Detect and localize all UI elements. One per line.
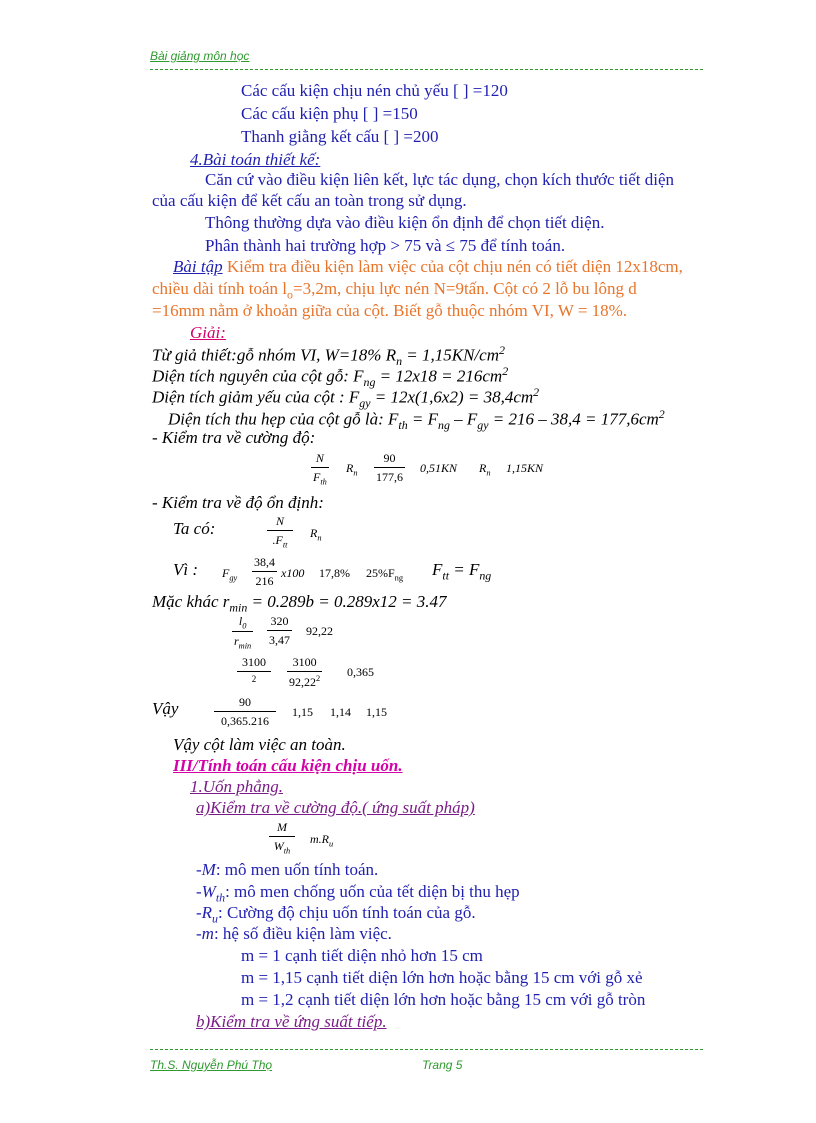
eq7-frac: M $W_{th}$ bbox=[269, 820, 295, 855]
m-case-3: m = 1,2 cạnh tiết diện lớn hơn hoặc bằng 15 cm với gỗ tròn bbox=[241, 990, 646, 1009]
limit-main: Các cấu kiện chịu nén chủ yếu [ ] =120 bbox=[241, 81, 508, 100]
eq5-frac2: 3100 92,22$^2$ bbox=[289, 655, 321, 689]
bending-heading: III/Tính toán cấu kiện chịu uốn. bbox=[173, 756, 403, 775]
eq6-value2: 1,14 bbox=[330, 705, 351, 719]
exercise-line2: chiều dài tính toán $l_o=3,2m$, chịu lực nén N=9tấn. Cột có 2 lỗ bu lông d bbox=[152, 279, 637, 302]
net-area-line: Diện tích thu hẹp của cột gỗ là: $F_{th} = F_{ng} - F_{gy} = 216 - 38,4 = 177,6cm^2$ bbox=[168, 407, 665, 433]
taco-label: Ta có: bbox=[173, 519, 216, 538]
exercise-label: Bài tập bbox=[173, 257, 223, 276]
design-p1a: Căn cứ vào điều kiện liên kết, lực tác dụng, chọn kích thước tiết diện bbox=[205, 170, 675, 189]
eq6-value1: 1,15 bbox=[292, 705, 313, 719]
eq2-rn: $R_n$ bbox=[310, 526, 322, 543]
def-Wth: $-W_{th}$: mô men chống uốn của tết diện bị thu hẹp bbox=[196, 882, 520, 905]
design-p1b: của cấu kiện để kết cấu an toàn trong sử dụng. bbox=[152, 191, 467, 210]
bending-sub1b: b)Kiểm tra về ứng suất tiếp. bbox=[196, 1012, 387, 1031]
eq5-value: 0,365 bbox=[347, 665, 374, 679]
rmin-line: Mặc khác $r_{min} = 0.289b = 0.289x12 = 3.47$ bbox=[152, 592, 447, 615]
eq5-frac1: 3100 2 bbox=[237, 655, 271, 684]
eq1-value: 0,51KN bbox=[420, 461, 458, 475]
eq4-value: 92,22 bbox=[306, 624, 333, 638]
exercise-line1: Bài tập Kiểm tra điều kiện làm việc của cột chịu nén có tiết diện 12x18cm, bbox=[173, 257, 683, 276]
eq7-rhs: $m.R_u$ bbox=[310, 832, 334, 849]
design-p2: Thông thường dựa vào điều kiện ổn định để chọn tiết diện. bbox=[205, 213, 605, 232]
eq4-frac2: 320 3,47 bbox=[269, 614, 290, 647]
eq1-rn: $R_n$ bbox=[346, 461, 358, 478]
def-M: -M: mô men uốn tính toán. bbox=[196, 860, 379, 879]
eq3-limit: $25\%F_{ng}$ bbox=[366, 566, 404, 583]
solution-heading: Giải: bbox=[190, 323, 226, 342]
footer-page: Trang 5 bbox=[422, 1058, 463, 1072]
footer-author: Th.S. Nguyễn Phú Thọ bbox=[150, 1058, 273, 1072]
vay-label: Vậy bbox=[152, 699, 179, 718]
eq3-fgy: $F_{gy}$ bbox=[222, 566, 238, 583]
eq2-frac: N $.F_{tt}$ bbox=[267, 514, 293, 549]
eq6-value3: 1,15 bbox=[366, 705, 387, 719]
eq3-value: 17,8% bbox=[319, 566, 350, 580]
reduced-area-line: Diện tích giảm yếu của cột : $F_{gy} = 12x(1,6x2) = 38,4cm^2$ bbox=[152, 385, 540, 411]
footer-rule bbox=[150, 1049, 703, 1050]
header-title: Bài giảng môn học bbox=[150, 49, 250, 63]
eq1-frac1: N $F_{th}$ bbox=[313, 451, 327, 487]
design-heading: 4.Bài toán thiết kế: bbox=[190, 150, 321, 169]
strength-check-heading: - Kiểm tra về cường độ: bbox=[152, 428, 316, 447]
m-case-2: m = 1,15 cạnh tiết diện lớn hơn hoặc bằng 15 cm với gỗ xẻ bbox=[241, 968, 643, 987]
exercise-line3: =16mm nằm ở khoản giữa của cột. Biết gỗ thuộc nhóm VI, W = 18%. bbox=[152, 301, 628, 320]
eq3-frac: 38,4 216 bbox=[254, 555, 275, 588]
def-Ru: $-R_u$: Cường độ chịu uốn tính toán của gỗ. bbox=[196, 903, 476, 926]
eq1-limit: 1,15KN bbox=[506, 461, 544, 475]
eq1-frac2: 90 177,6 bbox=[376, 451, 403, 484]
limit-secondary: Các cấu kiện phụ [ ] =150 bbox=[241, 104, 418, 123]
header-rule bbox=[150, 69, 703, 70]
vi-label: Vì : bbox=[173, 560, 199, 579]
eq1-rn2: $R_n$ bbox=[479, 461, 491, 478]
bending-sub1: 1.Uốn phẳng. bbox=[190, 777, 284, 796]
ftt-eq: $F_{tt} = F_{ng}$ bbox=[432, 560, 492, 583]
gross-area-line: Diện tích nguyên của cột gỗ: $F_{ng} = 12x18 = 216cm^2$ bbox=[152, 364, 509, 390]
bending-sub1a: a)Kiểm tra về cường độ.( ứng suất pháp) bbox=[196, 798, 475, 817]
stability-check-heading: - Kiểm tra về độ ổn định: bbox=[152, 493, 324, 512]
design-p3: Phân thành hai trường hợp > 75 và ≤ 75 để tính toán. bbox=[205, 236, 566, 255]
safe-conclusion: Vậy cột làm việc an toàn. bbox=[173, 735, 346, 754]
limit-bracing: Thanh giằng kết cấu [ ] =200 bbox=[241, 127, 439, 146]
eq4-frac1: $l_0$ $r_{min}$ bbox=[234, 614, 252, 651]
m-case-1: m = 1 cạnh tiết diện nhỏ hơn 15 cm bbox=[241, 946, 483, 965]
def-m: -m: hệ số điều kiện làm việc. bbox=[196, 924, 392, 943]
eq3-times: x100 bbox=[281, 566, 305, 580]
given-line: Từ giả thiết:gỗ nhóm VI, W=18% $R_n = 1,15KN/cm^2$ bbox=[152, 343, 505, 369]
eq6-frac: 90 0,365.216 bbox=[214, 695, 276, 729]
